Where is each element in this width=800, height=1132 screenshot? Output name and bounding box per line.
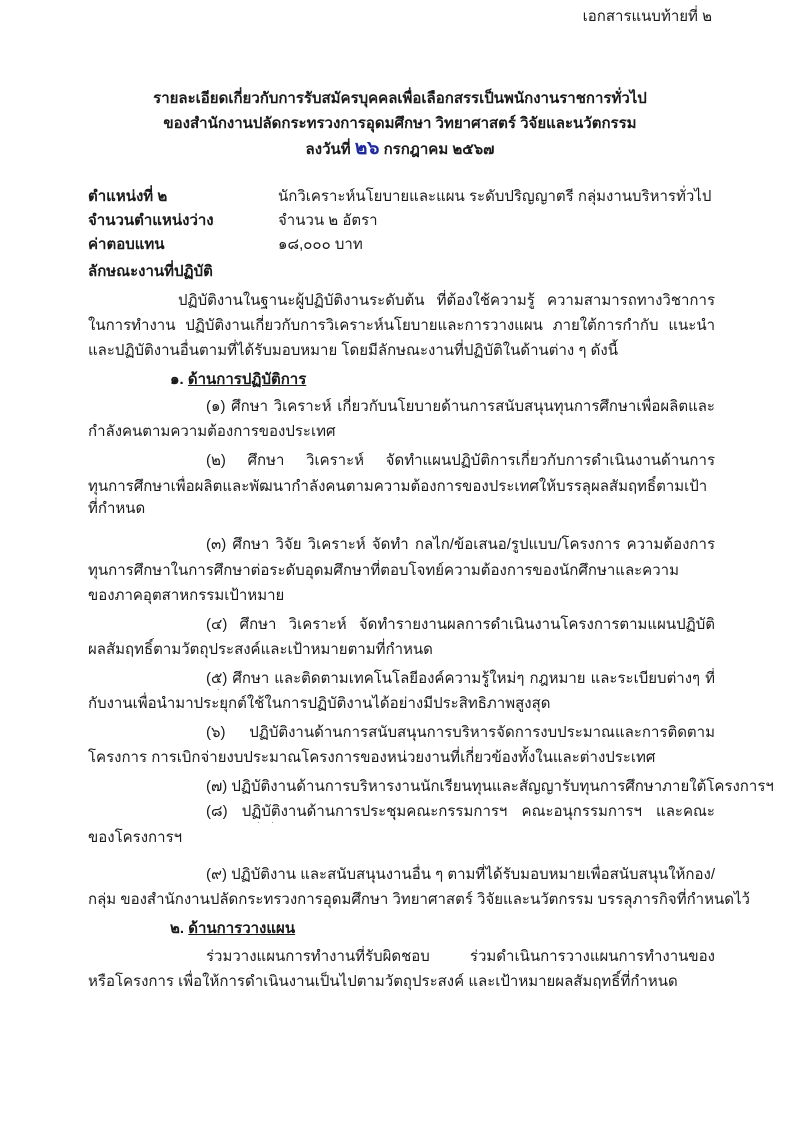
section-title: ด้านการปฏิบัติการ	[187, 371, 307, 388]
item-line: กับงานเพื่อนำมาประยุกต์ใช้ในการปฏิบัติงานได้อย่างมีประสิทธิภาพสูงสุด	[88, 695, 551, 712]
item-line: โครงการ การเบิกจ่ายงบประมาณโครงการของหน่วยงานที่เกี่ยวข้องทั้งในและต่างประเทศ	[88, 749, 656, 766]
section-number: ๒.	[170, 920, 185, 937]
intro-line: ในการทำงาน ปฏิบัติงานเกี่ยวกับการวิเคราะห์นโยบายและการวางแผน ภายใต้การกำกับ แนะนำ	[88, 317, 715, 334]
title-line-1: รายละเอียดเกี่ยวกับการรับสมัครบุคคลเพื่อเลือกสรรเป็นพนักงานราชการทั่วไป	[153, 90, 647, 107]
item-line: ของโครงการฯ	[88, 829, 183, 846]
field-label: ค่าตอบแทน	[88, 236, 165, 253]
field-value: จำนวน ๒ อัตรา	[278, 212, 378, 229]
item-line: ของภาคอุตสาหกรรมเป้าหมาย	[88, 587, 285, 604]
section-number: ๑.	[170, 371, 184, 388]
date-day: ๒๖	[354, 138, 380, 159]
intro-line: และปฏิบัติงานอื่นตามที่ได้รับมอบหมาย โดยมีลักษณะงานที่ปฏิบัติในด้านต่าง ๆ ดังนี้	[88, 342, 618, 359]
item-line: (๒) ศึกษา วิเคราะห์ จัดทำแผนปฏิบัติการเกี่ยวกับการดำเนินงานด้านการ	[206, 452, 715, 469]
item-line: (๘) ปฏิบัติงานด้านการประชุมคณะกรรมการฯ คณะอนุกรรมการฯ และคณะ	[206, 803, 715, 820]
section-2-line: หรือโครงการ เพื่อให้การดำเนินงานเป็นไปตามวัตถุประสงค์ และเป้าหมายผลสัมฤทธิ์ที่กำหนด	[88, 973, 678, 990]
item-line: ทุนการศึกษาในการศึกษาต่อระดับอุดมศึกษาที่ตอบโจทย์ความต้องการของนักศึกษาและความ	[88, 562, 679, 579]
field-label: ตำแหน่งที่ ๒	[88, 188, 168, 205]
item-line: ผลสัมฤทธิ์ตามวัตถุประสงค์และเป้าหมายตามที่กำหนด	[88, 641, 433, 658]
item-line: (๗) ปฏิบัติงานด้านการบริหารงานนักเรียนทุนและสัญญารับทุนการศึกษาภายใต้โครงการฯ	[206, 778, 774, 795]
title-line-2: ของสำนักงานปลัดกระทรวงการอุดมศึกษา วิทยาศาสตร์ วิจัยและนวัตกรรม	[163, 115, 637, 132]
duties-heading: ลักษณะงานที่ปฏิบัติ	[88, 263, 213, 280]
intro-line: ปฏิบัติงานในฐานะผู้ปฏิบัติงานระดับต้น ที่ต้องใช้ความรู้ ความสามารถทางวิชาการ	[178, 292, 715, 309]
item-line: กลุ่ม ของสำนักงานปลัดกระทรวงการอุดมศึกษา วิทยาศาสตร์ วิจัยและนวัตกรรม บรรลุภารกิจที่กำหนดไว้	[88, 891, 750, 908]
field-value: นักวิเคราะห์นโยบายและแผน ระดับปริญญาตรี กลุ่มงานบริหารทั่วไป	[278, 188, 712, 205]
item-line: (๑) ศึกษา วิเคราะห์ เกี่ยวกับนโยบายด้านการสนับสนุนทุนการศึกษาเพื่อผลิตและ	[206, 398, 715, 415]
item-line: (๓) ศึกษา วิจัย วิเคราะห์ จัดทำ กลไก/ข้อเสนอ/รูปแบบ/โครงการ ความต้องการ	[206, 536, 715, 553]
item-line: ที่กำหนด	[88, 500, 146, 517]
title-date	[0, 138, 800, 160]
section-2-line: ร่วมวางแผนการทำงานที่รับผิดชอบ ร่วมดำเนินการวางแผนการทำงานของ	[206, 948, 715, 965]
attachment-label: เอกสารแนบท้ายที่ ๒	[582, 8, 712, 25]
item-line: กำลังคนตามความต้องการของประเทศ	[88, 423, 336, 440]
section-1-heading	[170, 369, 306, 391]
section-2-heading	[170, 918, 295, 940]
field-value: ๑๘,๐๐๐ บาท	[278, 236, 363, 253]
field-label: จำนวนตำแหน่งว่าง	[88, 212, 214, 229]
item-line: (๔) ศึกษา วิเคราะห์ จัดทำรายงานผลการดำเนินงานโครงการตามแผนปฏิบัติ	[206, 616, 715, 633]
section-title: ด้านการวางแผน	[188, 920, 296, 937]
item-line: (๕) ศึกษา และติดตามเทคโนโลยีองค์ความรู้ใหม่ๆ กฎหมาย และระเบียบต่างๆ ที่	[206, 670, 715, 687]
date-prefix: ลงวันที่	[305, 141, 351, 158]
date-rest: กรกฎาคม ๒๕๖๗	[383, 141, 495, 158]
item-line: ทุนการศึกษาเพื่อผลิตและพัฒนากำลังคนตามความต้องการของประเทศให้บรรลุผลสัมฤทธิ์ตามเป้า	[88, 478, 708, 495]
item-line: (๙) ปฏิบัติงาน และสนับสนุนงานอื่น ๆ ตามที่ได้รับมอบหมายเพื่อสนับสนุนให้กอง/	[206, 866, 715, 883]
item-line: (๖) ปฏิบัติงานด้านการสนับสนุนการบริหารจัดการงบประมาณและการติดตาม	[206, 724, 715, 741]
